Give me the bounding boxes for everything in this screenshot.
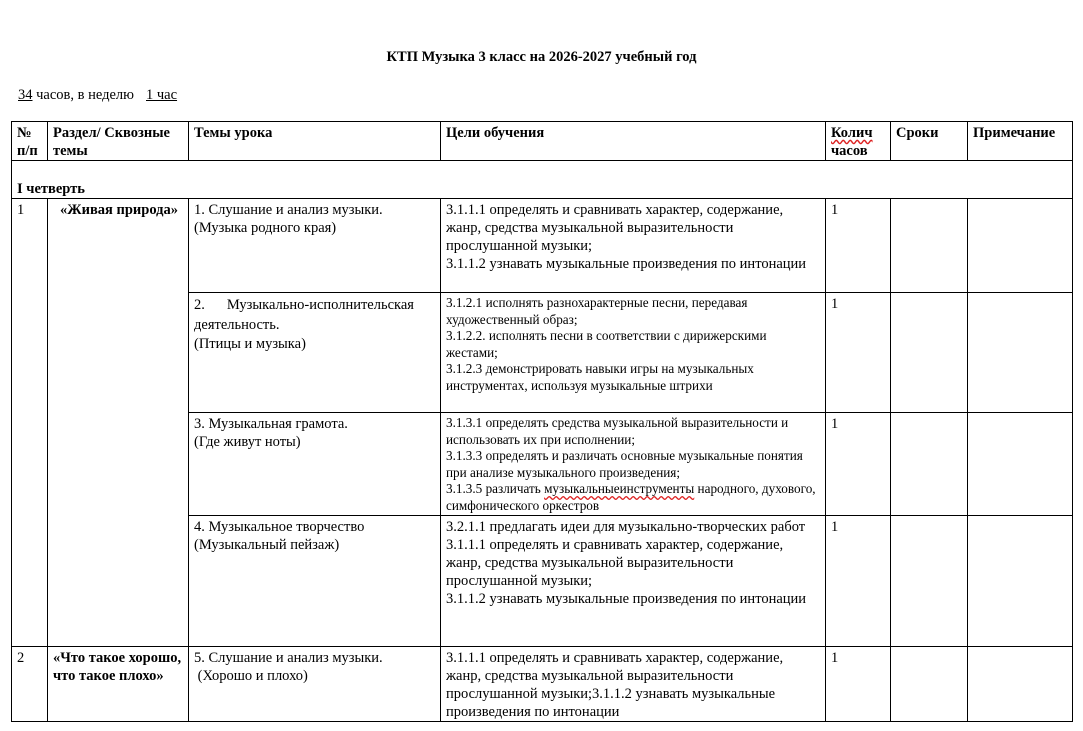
lesson-3-goal-suffix: народного, духового, симфонического оркестров [446,481,816,513]
lesson-5-dates [891,647,968,722]
header-num: № п/п [12,122,48,161]
lesson-3-topic-line: 3. Музыкальная грамота. [194,416,348,432]
lesson-4-goals [441,516,826,647]
lesson-2-topic-line: (Птицы и музыка) [194,336,306,352]
lesson-2-goal: 3.1.2.1 исполнять разнохарактерные песни, передавая художественный образ; [446,295,748,327]
table-row [12,647,1073,722]
lesson-4-dates [891,516,968,647]
lesson-2-dates [891,293,968,413]
lesson-1-goals [441,199,826,293]
lesson-1-topic [189,199,441,293]
lesson-4-topic-line: 4. Музыкальное творчество [194,519,365,535]
lesson-3-goal: 3.1.3.1 определять средства музыкальной выразительности и использовать их при исполнении; [446,415,789,447]
lesson-5-topic [189,647,441,722]
lesson-1-goal: 3.1.1.2 узнавать музыкальные произведения по интонации [446,256,807,272]
lesson-1-dates [891,199,968,293]
section-2-num: 2 [12,647,48,722]
lesson-2-goal: 3.1.2.3 демонстрировать навыки игры на музыкальных инструментах, используя музыкальные штрихи [446,361,754,393]
quarter-label: I четверть [12,161,1073,199]
lesson-4-goal: 3.1.1.2 узнавать музыкальные произведения по интонации [446,591,807,607]
total-hours-suffix: часов, в неделю [32,87,134,103]
header-goals: Цели обучения [441,122,826,161]
lesson-5-goals [441,647,826,722]
lesson-3-goal: 3.1.3.3 определять и различать основные музыкальные понятия при анализе музыкального произведения; [446,448,803,480]
lesson-1-hours: 1 [826,199,891,293]
lesson-4-goal: 3.2.1.1 предлагать идеи для музыкально-творческих работ [446,519,806,535]
lesson-1-topic-line: (Музыка родного края) [194,220,337,236]
lesson-3-goal-prefix: 3.1.3.5 различать [446,481,545,497]
total-hours: 34 [18,87,33,103]
lesson-4-topic-line: (Музыкальный пейзаж) [194,537,340,553]
table-row [12,199,1073,293]
lesson-5-goal: 3.1.1.1 определять и сравнивать характер, содержание, жанр, средства музыкальной выразительности прослушанной музыки;3.1.1.2 узнавать музыкальные произведения по интонации [446,650,784,720]
header-hours-prefix: Колич [831,125,873,141]
lesson-4-goal: 3.1.1.1 определять и сравнивать характер, содержание, жанр, средства музыкальной выразительности прослушанной музыки; [446,537,784,589]
lesson-2-topic-line: Музыкально-исполнительская деятельность. [194,297,414,333]
lesson-3-topic [189,413,441,516]
lesson-2-notes [968,293,1073,413]
lesson-3-dates [891,413,968,516]
lesson-5-topic-line: (Хорошо и плохо) [194,668,308,684]
lesson-5-hours: 1 [826,647,891,722]
document-title: КТП Музыка 3 класс на 2026-2027 учебный год [386,49,697,65]
quarter-row [12,161,1073,199]
section-1-title: «Живая природа» [48,199,189,647]
header-topic: Темы урока [189,122,441,161]
lesson-3-topic-line: (Где живут ноты) [194,434,301,450]
lesson-4-notes [968,516,1073,647]
lesson-3-goal-misspelled: музыкальныеинструменты [544,481,695,497]
lesson-2-topic-number: 2. [194,297,205,313]
lesson-4-hours: 1 [826,516,891,647]
section-1-num: 1 [12,199,48,647]
section-2-title: «Что такое хорошо, что такое плохо» [48,647,189,722]
header-notes: Примечание [968,122,1073,161]
header-section: Раздел/ Сквозные темы [48,122,189,161]
lesson-5-topic-line: 5. Слушание и анализ музыки. [194,650,383,666]
lesson-3-hours: 1 [826,413,891,516]
lesson-2-goal: 3.1.2.2. исполнять песни в соответствии с дирижерскими жестами; [446,328,767,360]
lesson-1-topic-line: 1. Слушание и анализ музыки. [194,202,383,218]
header-dates: Сроки [891,122,968,161]
lesson-2-hours: 1 [826,293,891,413]
lesson-2-goals [441,293,826,413]
header-hours-suffix: часов [831,143,868,159]
lesson-4-topic [189,516,441,647]
weekly-hours: 1 час [146,87,178,103]
lesson-1-goal: 3.1.1.1 определять и сравнивать характер, содержание, жанр, средства музыкальной выразительности прослушанной музыки; [446,202,784,254]
header-hours [826,122,891,161]
plan-table [11,121,1073,722]
lesson-2-topic [189,293,441,413]
lesson-3-goals [441,413,826,516]
lesson-3-goal-last [446,481,820,514]
lesson-1-notes [968,199,1073,293]
lesson-5-notes [968,647,1073,722]
header-row [12,122,1073,161]
lesson-3-notes [968,413,1073,516]
hours-line [18,87,177,104]
